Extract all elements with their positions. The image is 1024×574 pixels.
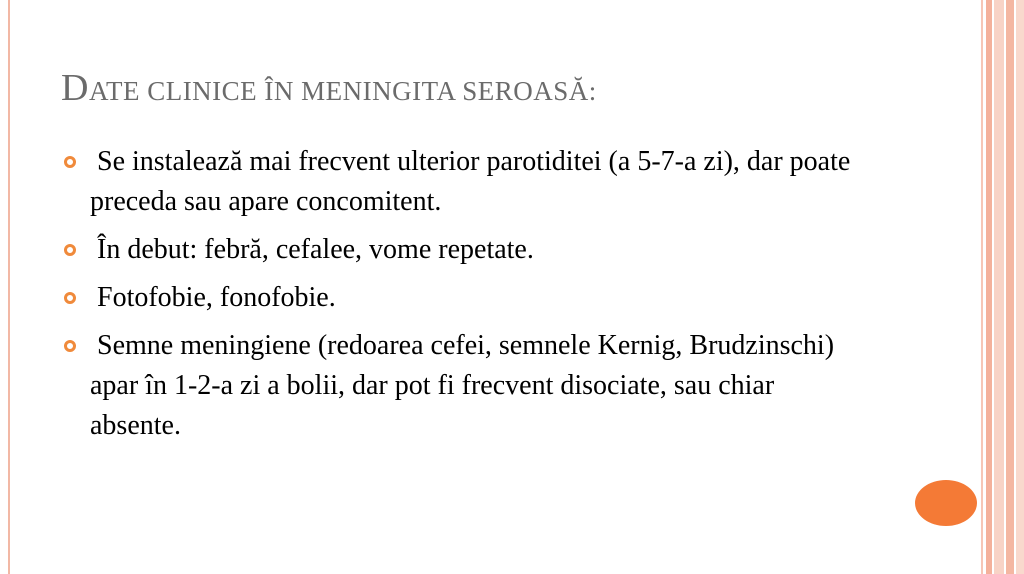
left-border-line — [8, 0, 10, 574]
title-rest: ATE CLINICE ÎN MENINGITA SEROASĂ: — [88, 76, 597, 106]
bullet-item — [64, 230, 864, 270]
bullet-ring-icon — [64, 244, 76, 256]
bullet-item — [64, 278, 864, 318]
bullet-text: Fotofobie, fonofobie. — [90, 282, 336, 313]
bullet-ring-icon — [64, 156, 76, 168]
bullet-list — [64, 142, 864, 454]
right-decor-stripe — [1016, 0, 1024, 574]
right-decor-stripe — [994, 0, 1004, 574]
right-decor-stripe — [986, 0, 992, 574]
slide-title — [61, 66, 597, 110]
bullet-text: În debut: febră, cefalee, vome repetate. — [90, 234, 534, 265]
bullet-item — [64, 142, 864, 222]
bullet-item — [64, 326, 864, 446]
right-decor-stripe — [981, 0, 983, 574]
bullet-text: Se instalează mai frecvent ulterior parotiditei (a 5-7-a zi), dar poate preceda sau apare concomitent. — [90, 146, 858, 217]
bullet-text: Semne meningiene (redoarea cefei, semnele Kernig, Brudzinschi) apar în 1-2-a zi a bolii, dar pot fi frecvent disociate, sau chiar absente. — [90, 330, 842, 441]
title-initial: D — [61, 67, 89, 109]
orange-circle-decoration — [915, 480, 977, 526]
right-decor-stripe — [1006, 0, 1014, 574]
bullet-ring-icon — [64, 340, 76, 352]
bullet-ring-icon — [64, 292, 76, 304]
